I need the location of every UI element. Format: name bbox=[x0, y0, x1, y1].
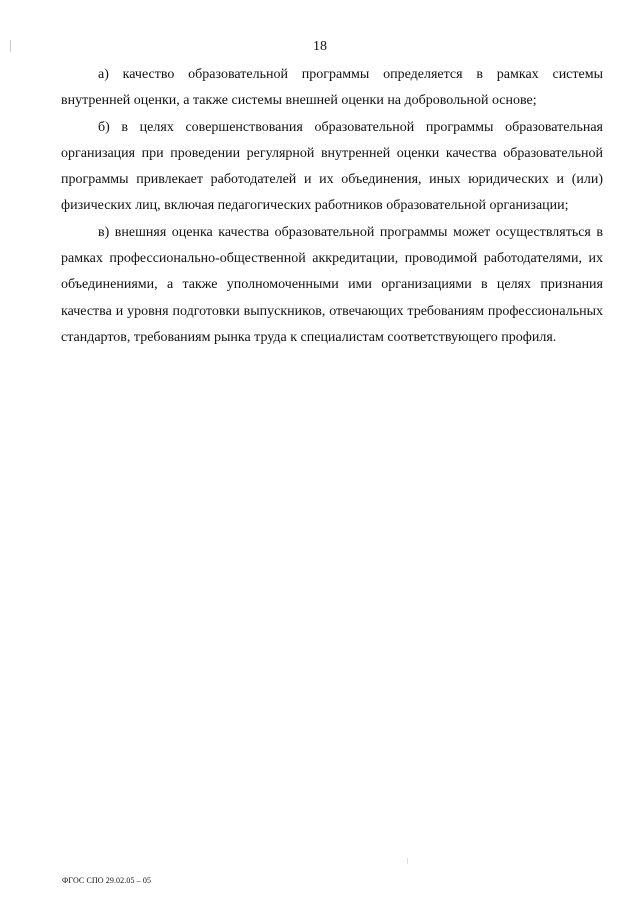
paragraph-a: а) качество образовательной программы определяется в рамках системы внутренней оценки, а также системы внешней оценки на добровольной основе; bbox=[61, 67, 603, 109]
page-number: 18 bbox=[313, 39, 327, 54]
paragraph-b: б) в целях совершенствования образовательной программы образовательная организация при проведении регулярной внутренней оценки качества образовательной программы привлекает работодателей и их объединения, иных юридических и (или) физических лиц, включая педагогических работников образовательной организации; bbox=[61, 119, 603, 214]
scan-artifact-bottom bbox=[407, 858, 408, 864]
document-body bbox=[61, 62, 603, 351]
document-footer: ФГОС СПО 29.02.05 – 05 bbox=[62, 876, 152, 885]
paragraph-v: в) внешняя оценка качества образовательной программы может осуществляться в рамках профессионально-общественной аккредитации, проводимой работодателями, их объединениями, а также уполномоченными ими организациями в целях признания качества и уровня подготовки выпускников, отвечающих требованиям профессиональных стандартов, требованиям рынка труда к специалистам соответствующего профиля. bbox=[61, 224, 603, 345]
